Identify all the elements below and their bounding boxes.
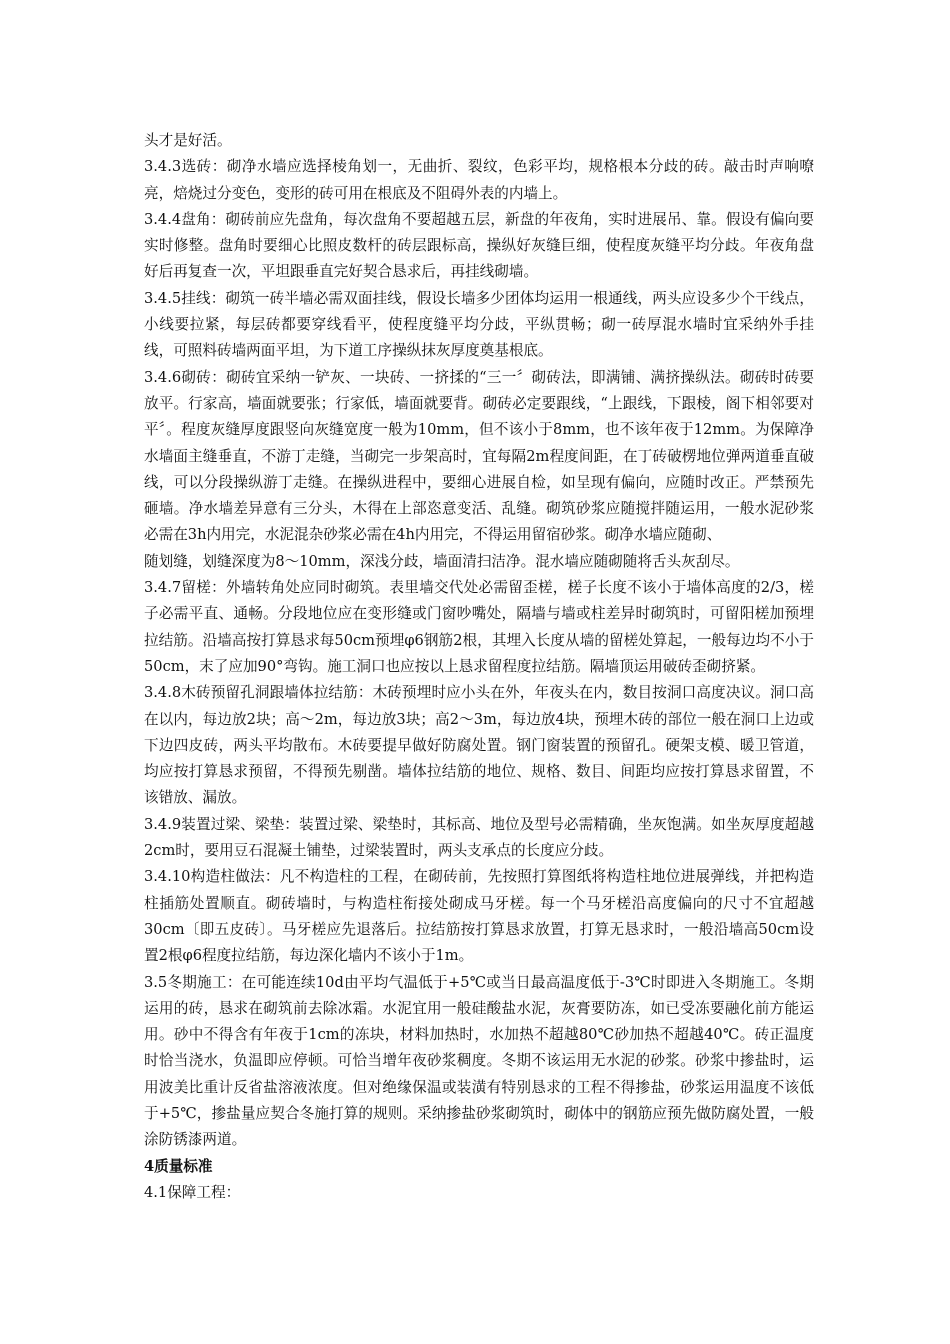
subsection-heading: 4.1保障工程： [144,1183,241,1201]
paragraph-3-4-5: 3.4.5挂线：砌筑一砖半墙必需双面挂线，假设长墙多少团体均运用一根通线，两头应设多少个干线点，小线要拉紧，每层砖都要穿线看平，使程度缝平均分歧，平纵贯畅；砌一砖厚混水墙时宜采纳外手挂线，可照料砖墙两面平坦，为下道工序操纵抹灰厚度奠基根底。 [144,289,814,360]
paragraph-3-4-9: 3.4.9装置过梁、梁垫：装置过梁、梁垫时，其标高、地位及型号必需精确，坐灰饱满。如坐灰厚度超越2cm时，要用豆石混凝土铺垫，过梁装置时，两头支承点的长度应分歧。 [144,815,814,860]
paragraph-3-4-6-continued: 随划缝，划缝深度为8～10mm，深浅分歧，墙面清扫洁净。混水墙应随砌随将舌头灰刮尽。 [144,552,740,570]
paragraph-continuation: 头才是好活。 [144,132,232,149]
paragraph-3-4-4: 3.4.4盘角：砌砖前应先盘角，每次盘角不要超越五层，新盘的年夜角，实时进展吊、靠。假设有偏向要实时修整。盘角时要细心比照皮数杆的砖层跟标高，操纵好灰缝巨细，使程度灰缝平均分歧。年夜角盘好后再复查一次，平坦跟垂直完好契合恳求后，再挂线砌墙。 [144,210,814,281]
paragraph-3-5: 3.5冬期施工：在可能连续10d由平均气温低于+5℃或当日最高温度低于-3℃时即进入冬期施工。冬期运用的砖，恳求在砌筑前去除冰霜。水泥宜用一般硅酸盐水泥，灰膏要防冻，如已受冻要融化前方能运用。砂中不得含有年夜于1cm的冻块，材料加热时，水加热不超越80℃砂加热不超越40℃。砖正温度时恰当浇水，负温即应停顿。可恰当增年夜砂浆稠度。冬期不该运用无水泥的砂浆。砂浆中掺盐时，运用波美比重计反省盐溶液浓度。但对绝缘保温或装潢有特别恳求的工程不得掺盐，砂浆运用温度不该低于+5℃，掺盐量应契合冬施打算的规则。采纳掺盐砂浆砌筑时，砌体中的钢筋应预先做防腐处置，一般涂防锈漆两道。 [144,973,814,1149]
paragraph-3-4-6: 3.4.6砌砖：砌砖宜采纳一铲灰、一块砖、一挤揉的“三一〞砌砖法，即满铺、满挤操纵法。砌砖时砖要放平。行家高，墙面就要张；行家低，墙面就要背。砌砖必定要跟线，“上跟线，下跟棱，阁下相邻要对平〞。程度灰缝厚度跟竖向灰缝宽度一般为10mm，但不该小于8mm，也不该年夜于12mm。为保障净水墙面主缝垂直，不游丁走缝，当砌完一步架高时，宜每隔2m程度间距，在丁砖破楞地位弹两道垂直破线，可以分段操纵游丁走缝。在操纵进程中，要细心进展自检，如呈现有偏向，应随时改正。严禁预先砸墙。净水墙差异意有三分头，木得在上部恣意变活、乱缝。砌筑砂浆应随搅拌随运用，一般水泥砂浆必需在3h内用完，水泥混杂砂浆必需在4h内用完，不得运用留宿砂浆。砌净水墙应随砌、 [144,368,814,544]
paragraph-3-4-10: 3.4.10构造柱做法：凡不构造柱的工程，在砌砖前，先按照打算图纸将构造柱地位进展弹线，并把构造柱插筋处置顺直。砌砖墙时，与构造柱衔接处砌成马牙槎。每一个马牙槎沿高度偏向的尺寸不宜超越30cm〔即五皮砖〕。马牙槎应先退落后。拉结筋按打算恳求放置，打算无恳求时，一般沿墙高50cm设置2根φ6程度拉结筋，每边深化墙内不该小于1m。 [144,868,814,965]
document-page [144,128,814,1206]
paragraph-3-4-3: 3.4.3选砖：砌净水墙应选择棱角划一，无曲折、裂纹，色彩平均，规格根本分歧的砖。敲击时声响嘹亮，焙烧过分变色，变形的砖可用在根底及不阻碍外表的内墙上。 [144,158,814,202]
section-heading: 4质量标准 [144,1157,213,1175]
paragraph-3-4-8: 3.4.8木砖预留孔洞跟墙体拉结筋：木砖预埋时应小头在外，年夜头在内，数目按洞口高度决议。洞口高在以内，每边放2块；高～2m，每边放3块；高2～3m，每边放4块，预埋木砖的部位一般在洞口上边或下边四皮砖，两头平均散布。木砖要提早做好防腐处置。钢门窗装置的预留孔。硬架支模、暖卫管道，均应按打算恳求预留，不得预先剔凿。墙体拉结筋的地位、规格、数目、间距均应按打算恳求留置，不该错放、漏放。 [144,684,814,807]
paragraph-3-4-7: 3.4.7留槎：外墙转角处应同时砌筑。表里墙交代处必需留歪槎，槎子长度不该小于墙体高度的2/3，槎子必需平直、通畅。分段地位应在变形缝或门窗吵嘴处，隔墙与墙或柱差异时砌筑时，可留阳槎加预埋拉结筋。沿墙高按打算恳求每50cm预埋φ6钢筋2根，其埋入长度从墙的留槎处算起，一般每边均不小于50cm，末了应加90°弯钩。施工洞口也应按以上恳求留程度拉结筋。隔墙顶运用破砖歪砌挤紧。 [144,579,814,675]
